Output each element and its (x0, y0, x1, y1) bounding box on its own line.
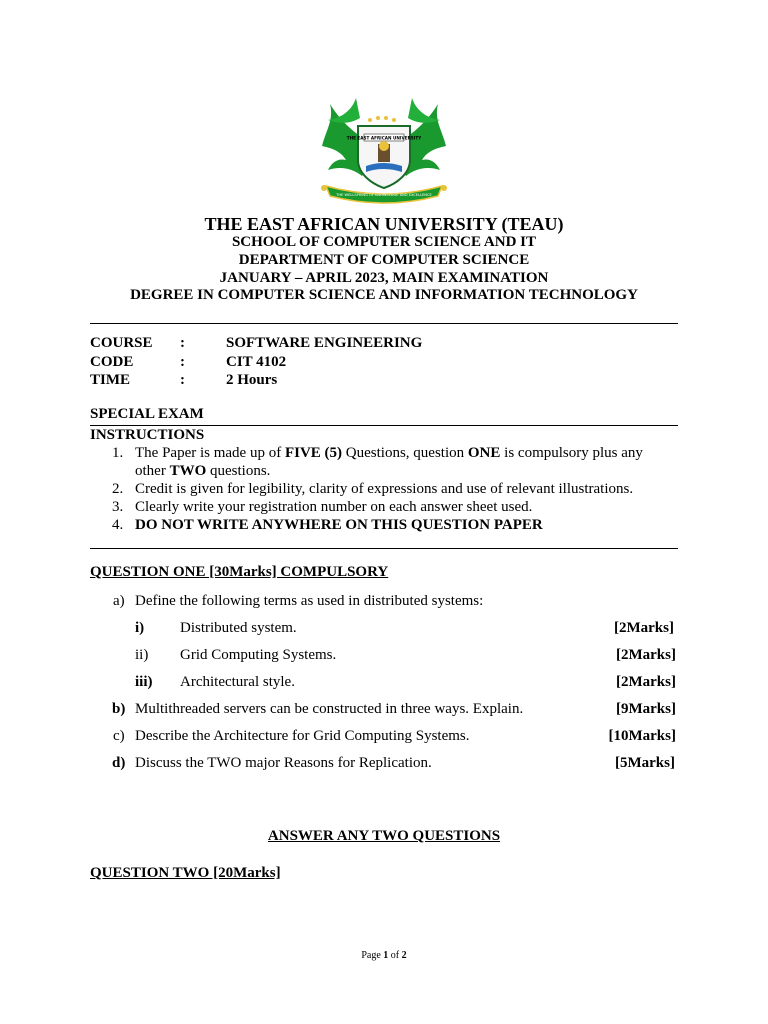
exam-period: JANUARY – APRIL 2023, MAIN EXAMINATION (219, 270, 549, 286)
course-label: COURSE (90, 335, 153, 351)
sub-ii-text: Grid Computing Systems. (180, 647, 337, 663)
logo-motto: THE WELLSPRING OF KNOWLEDGE AND EXCELLENCE (336, 193, 432, 197)
sub-ii-marks: [2Marks] (616, 647, 676, 663)
sub-iii-text: Architectural style. (180, 674, 295, 690)
instruction-1 (135, 445, 675, 462)
sub-ii-label: ii) (135, 647, 149, 663)
code-value: CIT 4102 (226, 354, 287, 370)
instruction-num: 2. (112, 481, 124, 497)
crest-shield (347, 126, 422, 188)
page-total: 2 (401, 950, 407, 961)
divider-instructions (90, 425, 678, 426)
part-a-text: Define the following terms as used in distributed systems: (135, 593, 484, 609)
part-b-marks: [9Marks] (616, 701, 676, 717)
part-c-label: c) (113, 728, 125, 744)
logo-text: THE EAST AFRICAN UNIVERSITY (346, 135, 422, 141)
instruction-3: Clearly write your registration number on each answer sheet used. (135, 499, 533, 515)
part-b-label: b) (112, 701, 126, 717)
divider-bottom (90, 548, 678, 549)
instruction-1-part: other (135, 463, 170, 479)
sub-i-label: i) (135, 620, 145, 636)
instruction-1-bold: FIVE (5) (284, 445, 343, 461)
part-d-marks: [5Marks] (615, 755, 675, 771)
time-value: 2 Hours (226, 372, 278, 388)
divider-top (90, 323, 678, 324)
instruction-num: 4. (112, 517, 124, 533)
time-separator: : (180, 372, 185, 388)
instruction-num: 1. (112, 445, 124, 461)
code-separator: : (180, 354, 185, 370)
school-name: SCHOOL OF COMPUTER SCIENCE AND IT (231, 234, 537, 250)
instruction-1-part: questions. (206, 463, 271, 479)
answer-any-heading: ANSWER ANY TWO QUESTIONS (267, 828, 501, 844)
page-word: Page (361, 950, 381, 961)
question-one-heading: QUESTION ONE [30Marks] COMPULSORY (90, 564, 389, 580)
instruction-1-line2 (135, 463, 270, 480)
code-label: CODE (90, 354, 134, 370)
instruction-4: DO NOT WRITE ANYWHERE ON THIS QUESTION PAPER (135, 517, 543, 533)
instruction-1-part: The Paper is made up of (135, 445, 285, 461)
part-d-text: Discuss the TWO major Reasons for Replication. (135, 755, 432, 771)
part-c-text: Describe the Architecture for Grid Computing Systems. (135, 728, 470, 744)
degree-name: DEGREE IN COMPUTER SCIENCE AND INFORMATION TECHNOLOGY (130, 287, 638, 303)
instruction-2: Credit is given for legibility, clarity of expressions and use of relevant illustrations. (135, 481, 634, 497)
page-footer (0, 950, 768, 961)
part-d-label: d) (112, 755, 126, 771)
instruction-1-part: is compulsory plus any (500, 445, 643, 461)
part-c-marks: [10Marks] (608, 728, 676, 744)
part-a-label: a) (113, 593, 125, 609)
sub-iii-marks: [2Marks] (616, 674, 676, 690)
instruction-1-part: Questions, question (342, 445, 468, 461)
instruction-num: 3. (112, 499, 124, 515)
sub-i-text: Distributed system. (180, 620, 297, 636)
instructions-heading: INSTRUCTIONS (90, 427, 205, 443)
university-logo (316, 90, 452, 206)
instruction-1-bold: ONE (467, 445, 501, 461)
time-label: TIME (90, 372, 131, 388)
sub-i-marks: [2Marks] (614, 620, 674, 636)
page-current: 1 (383, 950, 389, 961)
university-name: THE EAST AFRICAN UNIVERSITY (TEAU) (204, 214, 564, 234)
special-exam-label: SPECIAL EXAM (90, 406, 204, 422)
course-value: SOFTWARE ENGINEERING (226, 335, 423, 351)
department-name: DEPARTMENT OF COMPUTER SCIENCE (238, 252, 530, 268)
page-of: of (390, 950, 400, 961)
instruction-1-bold: TWO (169, 463, 207, 479)
sub-iii-label: iii) (135, 674, 153, 690)
question-two-heading: QUESTION TWO [20Marks] (90, 865, 281, 881)
course-separator: : (180, 335, 185, 351)
part-b-text: Multithreaded servers can be constructed in three ways. Explain. (135, 701, 524, 717)
